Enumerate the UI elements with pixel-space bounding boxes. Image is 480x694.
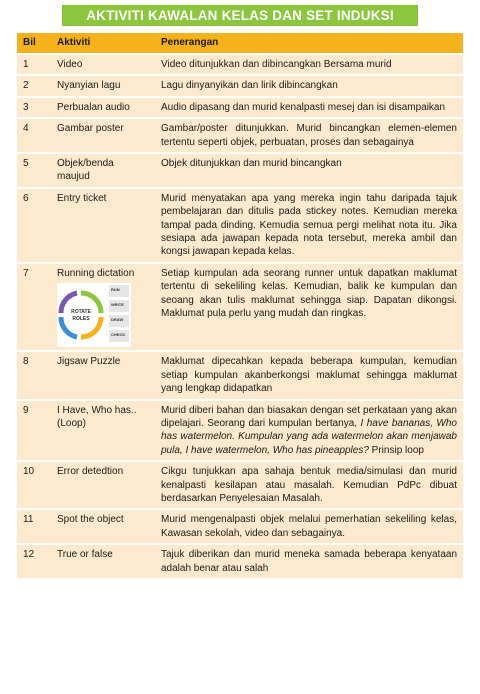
row-activity: True or false [51, 545, 155, 578]
row-number: 7 [17, 264, 51, 350]
row-description: Cikgu tunjukkan apa sahaja bentuk media/simulasi dan murid kenalpasti kesilapan atau masalah. Kemudian PdPc dibuat berdasarkan Penyelesaian Masalah. [155, 462, 463, 508]
description-italic: I have bananas, Who has watermelon. Kumpulan yang ada watermelon akan menjawab pula, I have watermelon, Who has pineapples? [161, 417, 457, 456]
row-description: Lagu dinyanyikan dan lirik dibincangkan [155, 76, 463, 95]
row-activity: Error detedtion [51, 462, 155, 508]
role-label-check: CHECK [111, 332, 126, 338]
row-activity: Objek/benda maujud [51, 154, 155, 187]
page-title: AKTIVITI KAWALAN KELAS DAN SET INDUKSI [62, 5, 418, 26]
row-number: 8 [17, 352, 51, 398]
row-activity: I Have, Who has..(Loop) [51, 401, 155, 461]
table-row [17, 401, 463, 461]
row-number: 10 [17, 462, 51, 508]
row-description: Murid menyatakan apa yang mereka ingin tahu daripada tajuk pembelajaran dan ditulis pada stickey notes. Kemudian mereka tampal pada dinding. Kemudia semua pergi melihat nota itu. Jika sesiapa ada jawapan kepada nota tersebut, mereka ambil dan kongsi jawapan kepada kelas. [155, 189, 463, 262]
table-row [17, 545, 463, 578]
row-activity: Gambar poster [51, 119, 155, 152]
row-description: Video ditunjukkan dan dibincangkan Bersama murid [155, 55, 463, 74]
table-row [17, 55, 463, 74]
row-number: 2 [17, 76, 51, 95]
row-activity: Video [51, 55, 155, 74]
table-row [17, 154, 463, 187]
row-description: Setiap kumpulan ada seorang runner untuk dapatkan maklumat tertentu di sekeliling kelas. Kemudian, balik ke kumpulan dan seoang akan tulis maklumat sehingga siap. Dapatan dikongsi. Maklumat pula perlu yang mudah dan ringkas. [155, 264, 463, 350]
row-description: Maklumat dipecahkan kepada beberapa kumpulan, kemudian setiap kumpulan akanberkongsi maklumat sehingga maklumat yang lengkap didapatkan [155, 352, 463, 398]
role-label-run: RUN [111, 287, 120, 293]
row-activity: Perbualan audio [51, 98, 155, 117]
row-activity: Running dictation [57, 267, 135, 279]
table-row [17, 264, 463, 350]
center-text-2: ROLES [72, 316, 90, 323]
row-number: 11 [17, 510, 51, 543]
row-description: Objek ditunjukkan dan murid bincangkan [155, 154, 463, 187]
row-activity: Spot the object [51, 510, 155, 543]
row-description: Murid mengenalpasti objek melalui pemerhatian sekeliling kelas, Kawasan sekolah, video dan sebagainya. [155, 510, 463, 543]
row-number: 12 [17, 545, 51, 578]
role-label-write: WRITE [111, 302, 124, 308]
diagram-center [67, 301, 95, 329]
table-header-row [17, 33, 463, 53]
table-row [17, 510, 463, 543]
header-aktiviti: Aktiviti [51, 33, 155, 53]
row-number: 9 [17, 401, 51, 461]
center-text-1: ROTATE [71, 309, 91, 316]
row-number: 1 [17, 55, 51, 74]
row-number: 3 [17, 98, 51, 117]
row-activity: Nyanyian lagu [51, 76, 155, 95]
row-number: 6 [17, 189, 51, 262]
row-number: 4 [17, 119, 51, 152]
row-activity: Jigsaw Puzzle [51, 352, 155, 398]
header-penerangan: Penerangan [155, 33, 463, 53]
description-plain: Murid diberi bahan dan biasakan dengan set perkataan yang akan dipelajari. Seorang dari kumpulan bertanya, [161, 404, 457, 429]
rotate-roles-diagram [57, 283, 131, 347]
row-description [155, 401, 463, 461]
row-number: 5 [17, 154, 51, 187]
header-bil: Bil [17, 33, 51, 53]
table-row [17, 352, 463, 398]
role-label-draw: DRAW [111, 317, 124, 323]
table-row [17, 98, 463, 117]
row-activity-cell [51, 264, 155, 350]
row-activity: Entry ticket [51, 189, 155, 262]
table-row [17, 189, 463, 262]
activity-table [17, 31, 463, 580]
table-row [17, 76, 463, 95]
table-row [17, 462, 463, 508]
row-description: Audio dipasang dan murid kenalpasti mesej dan isi disampaikan [155, 98, 463, 117]
rotate-roles-graphic [57, 283, 131, 347]
description-end: Prinsip loop [368, 444, 424, 456]
row-description: Gambar/poster ditunjukkan. Murid bincangkan elemen-elemen tertentu seperti objek, perbuatan, proses dan sebagainya [155, 119, 463, 152]
row-description: Tajuk diberikan dan murid meneka samada beberapa kenyataan adalah benar atau salah [155, 545, 463, 578]
table-row [17, 119, 463, 152]
